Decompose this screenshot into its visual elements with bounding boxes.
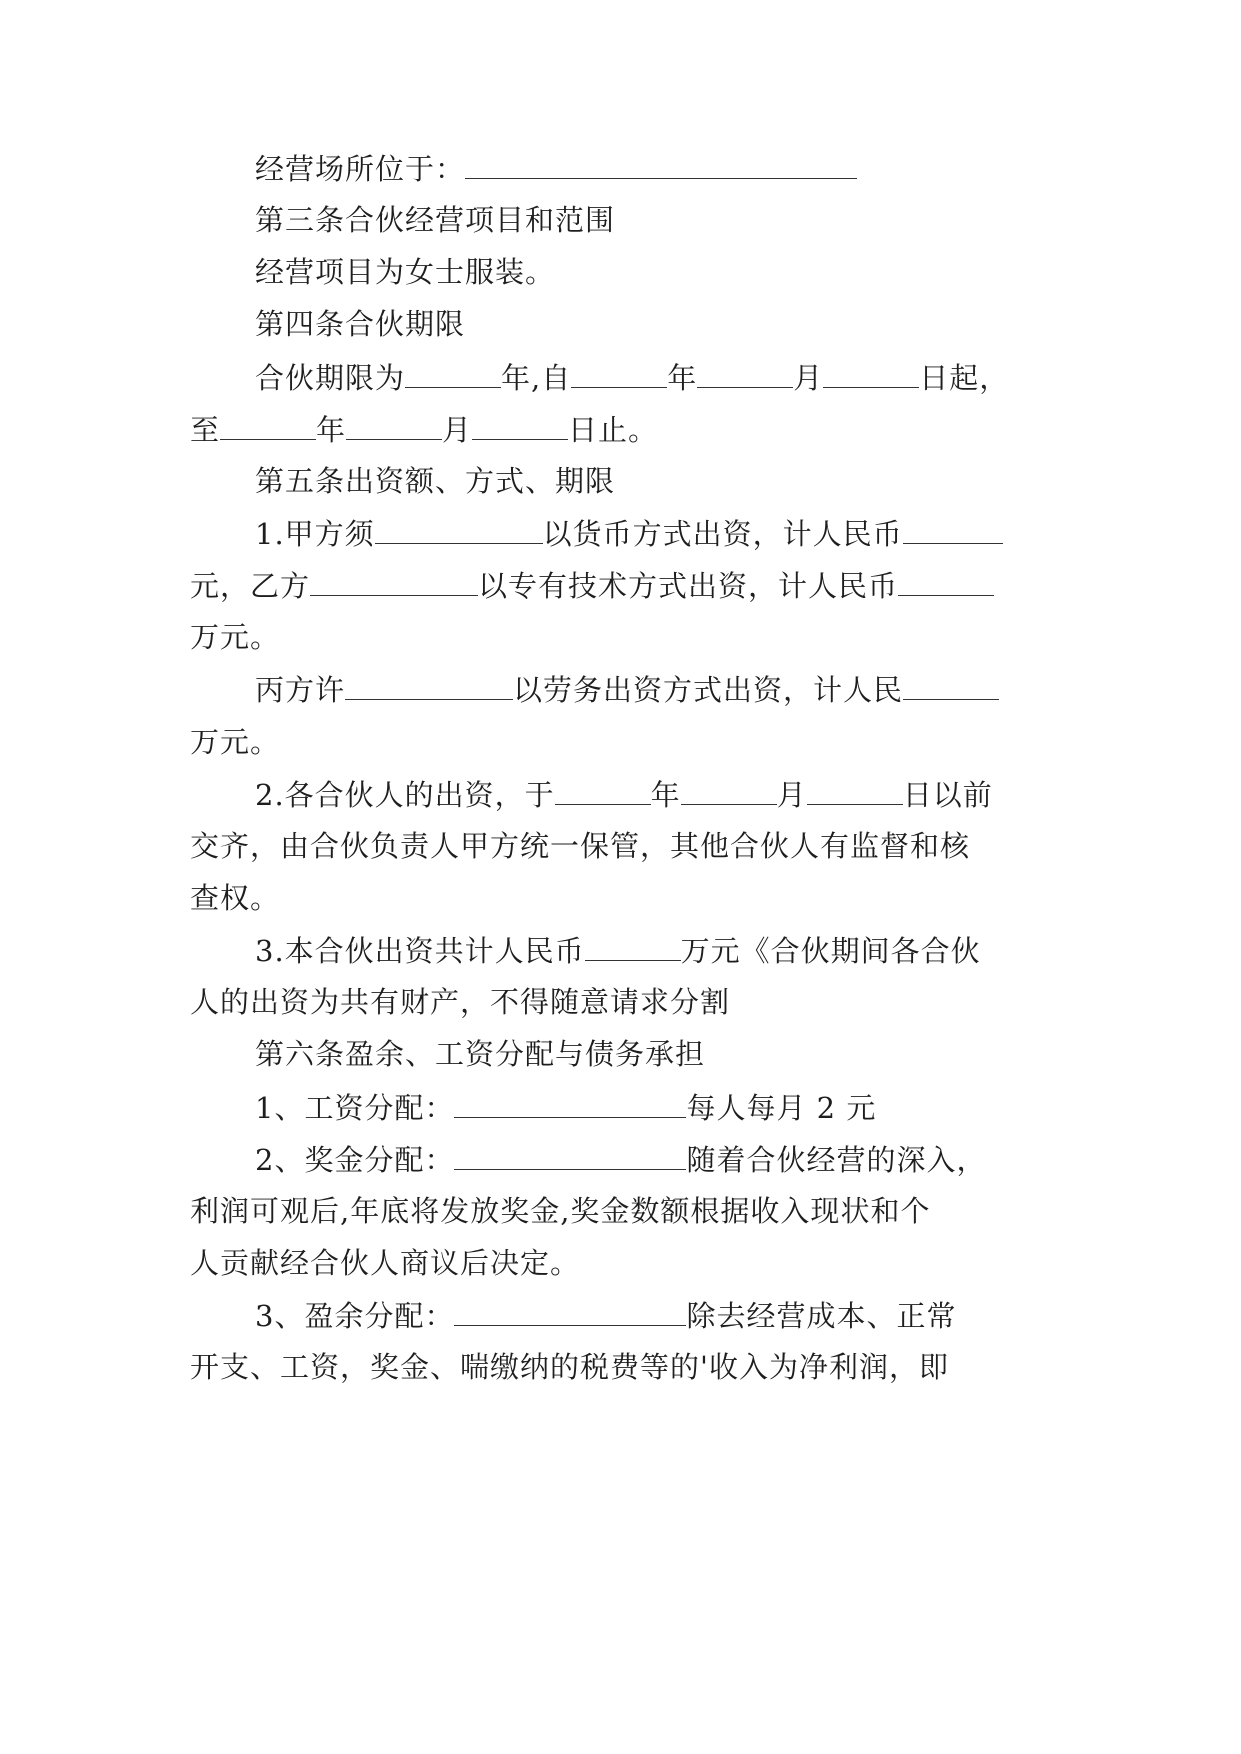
text-segment: 3、盈余分配：	[255, 1299, 455, 1333]
text-line	[190, 826, 970, 866]
fill-in-blank	[465, 148, 857, 179]
text-segment: 经营项目为女士服装。	[255, 255, 556, 289]
text-line	[255, 1295, 956, 1336]
text-segment: 以劳务出资方式出资，计人民	[513, 673, 904, 707]
fill-in-blank	[345, 669, 513, 700]
text-line	[190, 1347, 949, 1387]
section-heading	[255, 200, 615, 240]
fill-in-blank	[898, 565, 994, 596]
text-segment: 丙方许	[255, 673, 346, 707]
fill-in-blank	[697, 357, 793, 388]
fill-in-blank	[807, 774, 903, 805]
fill-in-blank	[310, 565, 478, 596]
text-segment: 合伙期限为	[255, 361, 406, 395]
text-line	[255, 148, 857, 189]
text-segment: 日起，	[919, 361, 1010, 395]
text-line	[190, 617, 280, 657]
text-segment: 年,自	[501, 361, 572, 395]
text-line	[255, 930, 981, 971]
text-line	[190, 409, 658, 450]
text-segment: 月	[776, 778, 807, 812]
text-segment: 月	[793, 361, 824, 395]
fill-in-blank	[454, 1295, 686, 1326]
text-segment: 万元。	[190, 620, 281, 654]
text-segment: 万元《合伙期间各合伙	[680, 934, 981, 968]
fill-in-blank	[555, 774, 651, 805]
text-segment: 年	[316, 413, 347, 447]
text-segment: 2.各合伙人的出资，于	[255, 778, 555, 812]
text-segment: 查权。	[190, 881, 281, 915]
text-line	[255, 669, 999, 710]
text-line	[255, 774, 993, 815]
text-segment: 随着合伙经营的深入，	[686, 1143, 987, 1177]
section-heading	[255, 1034, 705, 1074]
text-segment: 第六条盈余、工资分配与债务承担	[255, 1037, 706, 1071]
section-heading	[255, 461, 615, 501]
text-segment: 至	[190, 413, 221, 447]
text-segment: 经营场所位于：	[255, 152, 466, 186]
text-segment: 以货币方式出资，计人民币	[542, 517, 903, 551]
text-segment: 人的出资为共有财产，不得随意请求分割	[190, 985, 731, 1019]
text-line	[255, 1087, 876, 1128]
fill-in-blank	[903, 513, 1003, 544]
text-segment: 年	[667, 361, 698, 395]
fill-in-blank	[220, 409, 316, 440]
fill-in-blank	[472, 409, 568, 440]
text-line	[255, 357, 1009, 398]
text-segment: 2、奖金分配：	[255, 1143, 455, 1177]
text-line	[190, 982, 730, 1022]
text-segment: 每人每月 2 元	[686, 1091, 877, 1125]
fill-in-blank	[681, 774, 777, 805]
text-line	[255, 1139, 986, 1180]
text-segment: 第四条合伙期限	[255, 307, 466, 341]
text-segment: 年	[650, 778, 681, 812]
text-segment: 1.甲方须	[255, 517, 375, 551]
text-segment: 日止。	[568, 413, 659, 447]
text-segment: 日以前	[902, 778, 993, 812]
text-line	[190, 565, 994, 606]
text-segment: 除去经营成本、正常	[686, 1299, 957, 1333]
fill-in-blank	[405, 357, 501, 388]
fill-in-blank	[823, 357, 919, 388]
text-segment: 人贡献经合伙人商议后决定。	[190, 1246, 581, 1280]
text-segment: 月	[442, 413, 473, 447]
text-line	[190, 1243, 580, 1283]
text-segment: 1、工资分配：	[255, 1091, 455, 1125]
text-segment: 3.本合伙出资共计人民币	[255, 934, 585, 968]
fill-in-blank	[903, 669, 999, 700]
text-segment: 开支、工资，奖金、喘缴纳的税费等的'收入为净利润，即	[190, 1350, 949, 1384]
text-segment: 万元。	[190, 725, 281, 759]
text-segment: 利润可观后,年底将发放奖金,奖金数额根据收入现状和个	[190, 1194, 931, 1228]
fill-in-blank	[454, 1139, 686, 1170]
fill-in-blank	[454, 1087, 686, 1118]
text-line	[190, 878, 280, 918]
text-segment: 第三条合伙经营项目和范围	[255, 203, 616, 237]
fill-in-blank	[346, 409, 442, 440]
text-segment: 交齐，由合伙负责人甲方统一保管，其他合伙人有监督和核	[190, 829, 971, 863]
fill-in-blank	[375, 513, 543, 544]
text-segment: 以专有技术方式出资，计人民币	[478, 569, 899, 603]
text-segment: 第五条出资额、方式、期限	[255, 464, 616, 498]
section-heading	[255, 304, 465, 344]
text-line	[190, 722, 280, 762]
text-line	[255, 513, 1003, 554]
fill-in-blank	[571, 357, 667, 388]
text-segment: 元，乙方	[190, 569, 311, 603]
text-line	[190, 1191, 930, 1231]
text-line	[255, 252, 555, 292]
fill-in-blank	[585, 930, 681, 961]
